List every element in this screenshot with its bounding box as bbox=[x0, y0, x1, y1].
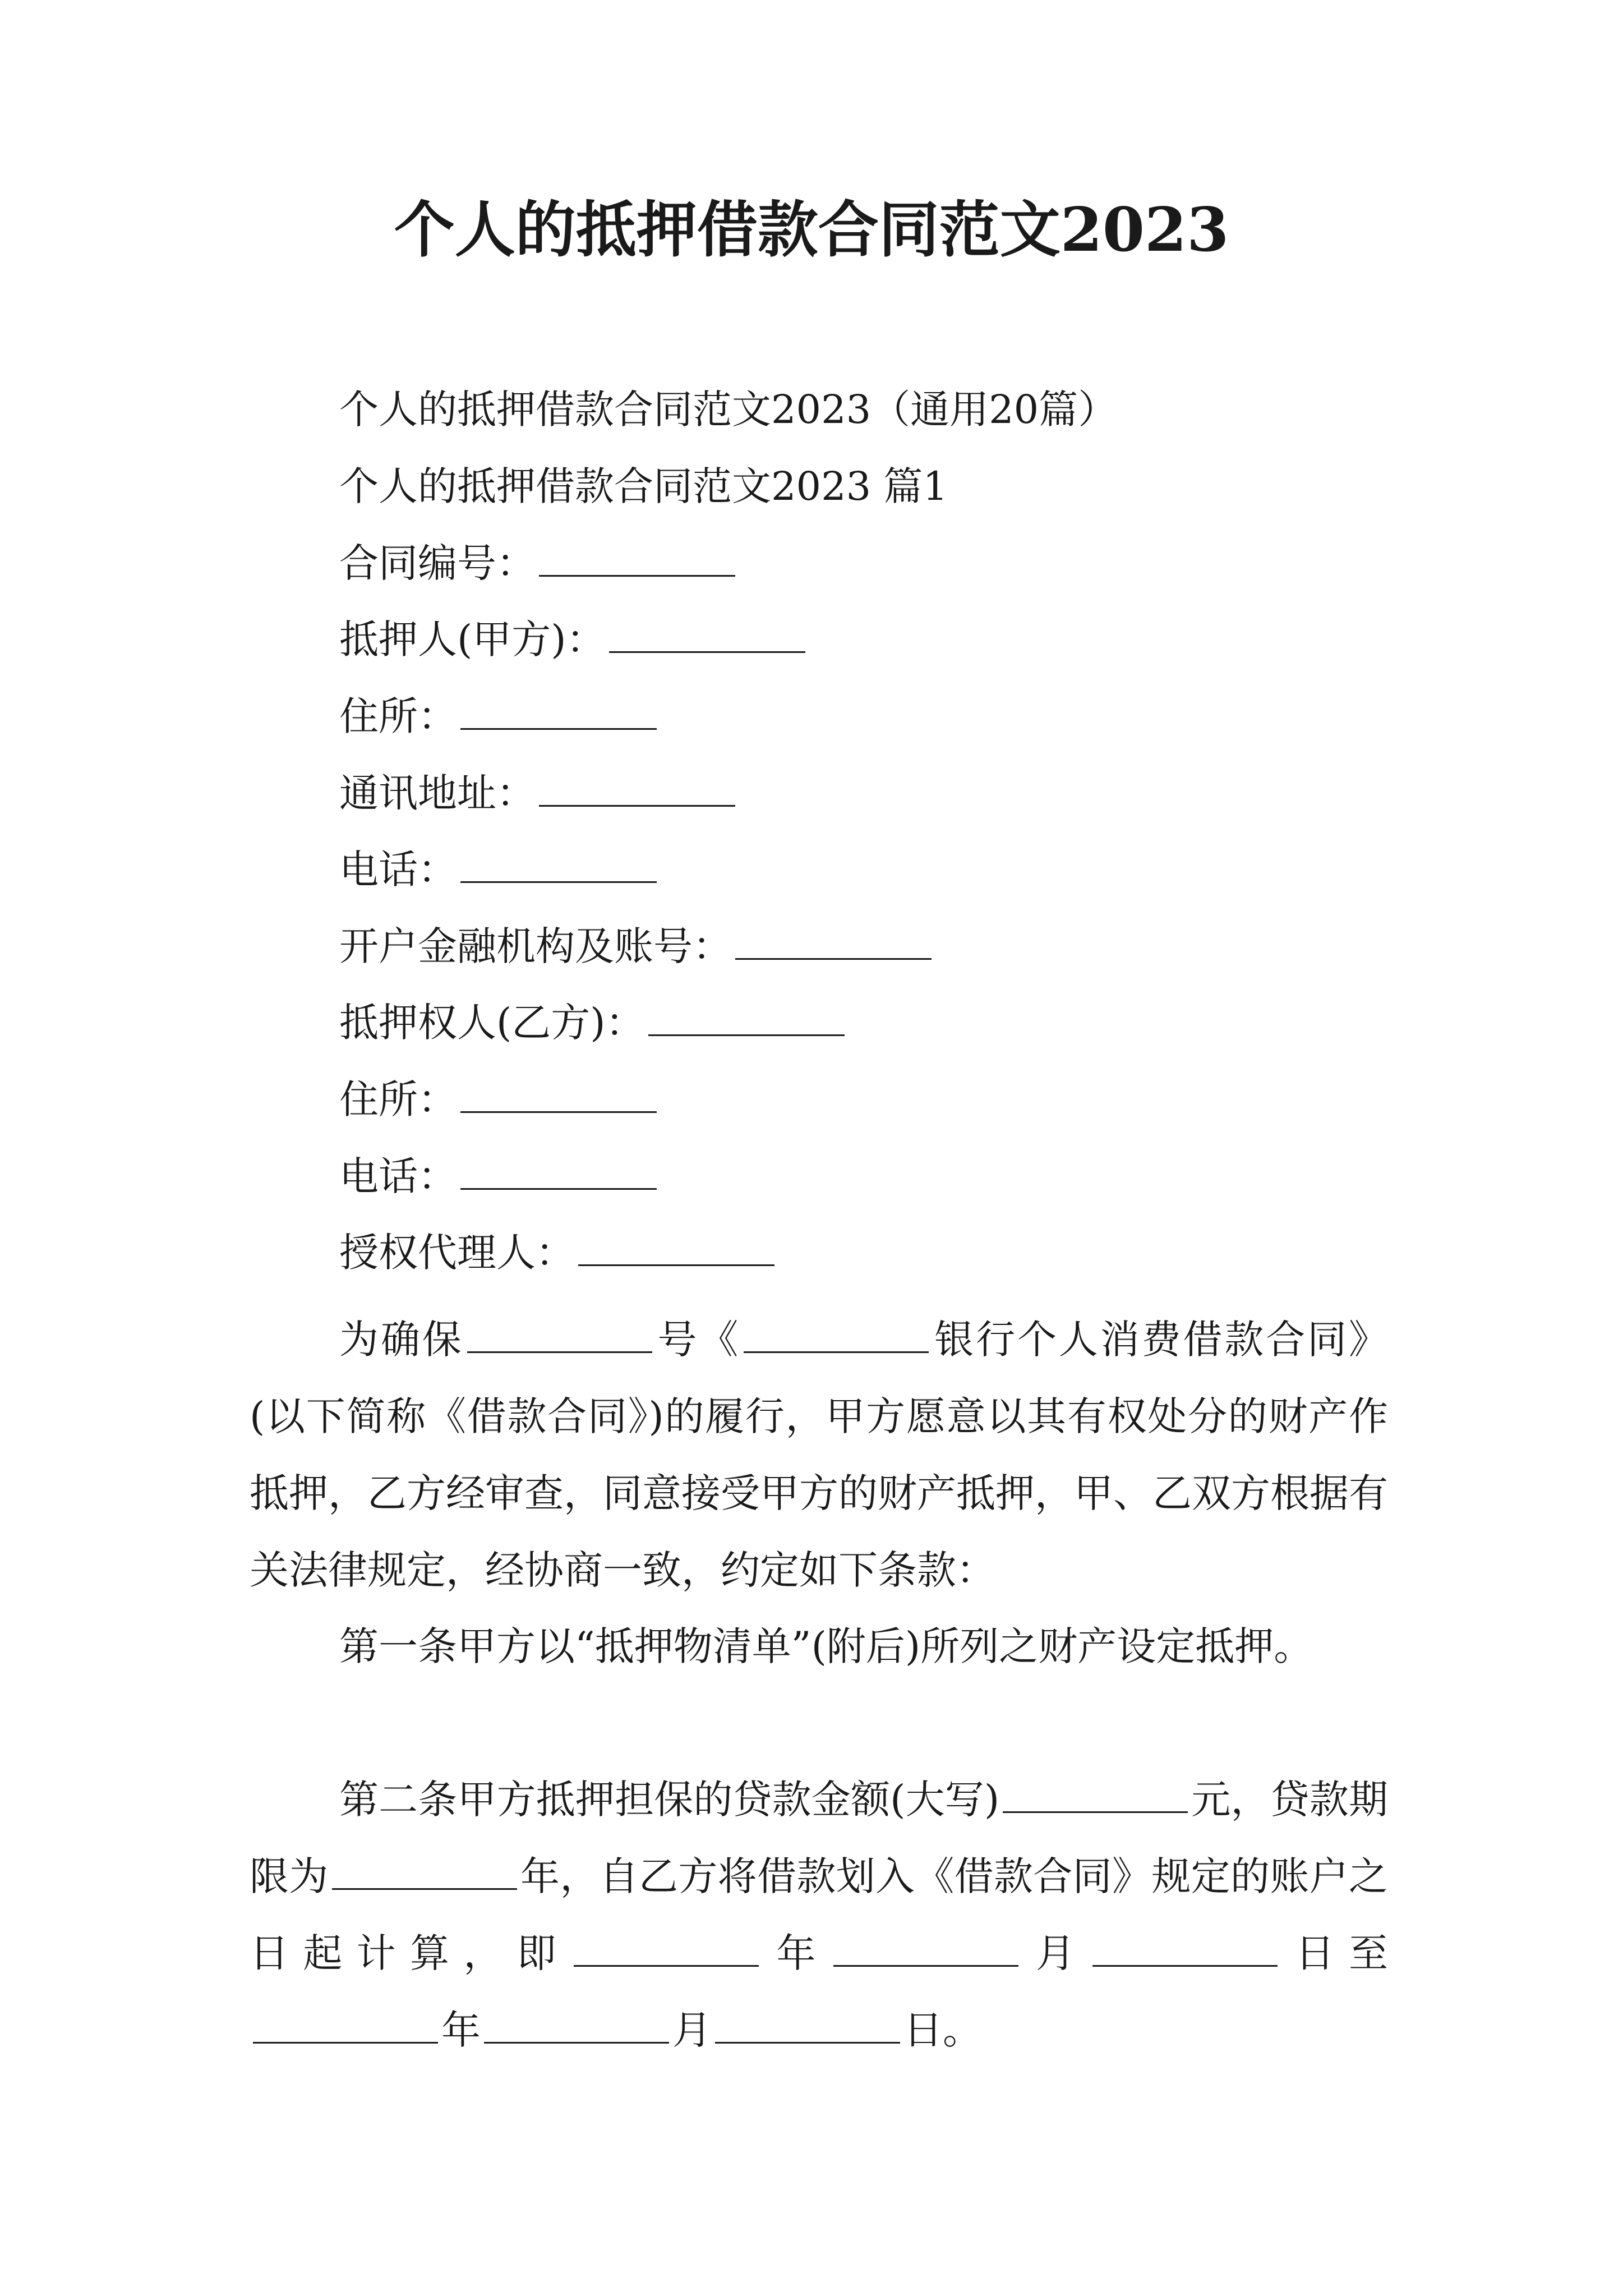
field-label: 电话： bbox=[339, 1153, 457, 1199]
field-label: 授权代理人： bbox=[339, 1230, 575, 1276]
fill-blank bbox=[574, 1931, 759, 1967]
text-segment: 银行个人消费借款合同》(以下简称《借款合同》)的履行，甲方愿意以其有权处分的财产作抵押，乙方经审查，同意接受甲方的财产抵押，甲、乙双方根据有关法律规定，经协商一致，约定如下条款： bbox=[250, 1317, 1389, 1593]
fill-blank bbox=[332, 1855, 517, 1890]
fill-blank bbox=[744, 1318, 929, 1353]
field-label: 抵押权人(乙方)： bbox=[339, 1000, 645, 1046]
fill-blank bbox=[833, 1931, 1018, 1967]
field-label: 住所： bbox=[339, 1076, 457, 1122]
fill-blank bbox=[609, 618, 805, 653]
text-segment: 日。 bbox=[903, 2007, 982, 2053]
paragraph-article-2 bbox=[250, 1761, 1388, 2069]
fill-blank bbox=[467, 1318, 652, 1353]
fill-blank bbox=[1092, 1931, 1278, 1967]
subtitle: 个人的抵押借款合同范文2023（通用20篇） bbox=[339, 386, 1118, 432]
field-label: 抵押人(甲方)： bbox=[339, 616, 606, 662]
field-mortgagor-residence bbox=[339, 688, 660, 744]
fill-blank bbox=[715, 2008, 900, 2044]
text-segment: 年 bbox=[441, 2007, 481, 2053]
fill-blank bbox=[484, 2008, 669, 2044]
section-heading: 个人的抵押借款合同范文2023 篇1 bbox=[339, 463, 948, 509]
field-mortgagee-phone bbox=[339, 1148, 660, 1204]
document-title: 个人的抵押借款合同范文2023 bbox=[394, 195, 1229, 265]
fill-blank bbox=[735, 924, 932, 960]
fill-blank bbox=[578, 1231, 774, 1266]
fill-blank bbox=[648, 1001, 845, 1036]
field-label: 电话： bbox=[339, 846, 457, 892]
field-label: 开户金融机构及账号： bbox=[339, 923, 732, 969]
field-label: 通讯地址： bbox=[339, 770, 536, 816]
field-mortgagor bbox=[339, 611, 809, 668]
text-segment: 第二条甲方抵押担保的贷款金额(大写) bbox=[339, 1777, 1000, 1823]
field-mortgagor-phone bbox=[339, 841, 660, 898]
field-mortgagee bbox=[339, 995, 848, 1051]
paragraph-purpose bbox=[250, 1301, 1388, 1609]
field-label: 合同编号： bbox=[339, 540, 536, 586]
text-segment: 年，自乙方将借款划入《借款合同》规定的账户之日起计算，即 bbox=[250, 1853, 1389, 1976]
fill-blank bbox=[460, 1154, 657, 1190]
fill-blank bbox=[460, 1078, 657, 1113]
fill-blank bbox=[539, 541, 735, 577]
field-contract-number bbox=[339, 535, 739, 591]
text-segment: 号《 bbox=[655, 1317, 741, 1363]
fill-blank bbox=[460, 848, 657, 883]
fill-blank bbox=[539, 771, 735, 807]
field-authorized-agent bbox=[339, 1225, 778, 1281]
fill-blank bbox=[460, 694, 657, 730]
text-segment: 为确保 bbox=[339, 1317, 464, 1363]
text-segment: 月 bbox=[672, 2007, 712, 2053]
paragraph-article-1: 第一条甲方以“抵押物清单”(附后)所列之财产设定抵押。 bbox=[339, 1623, 1313, 1669]
fill-blank bbox=[253, 2008, 438, 2044]
field-bank-account bbox=[339, 918, 935, 974]
fill-blank bbox=[1003, 1778, 1188, 1813]
field-mailing-address bbox=[339, 765, 739, 821]
text-segment: 日至 bbox=[1281, 1930, 1389, 1976]
text-segment: 年 bbox=[762, 1930, 830, 1976]
field-mortgagee-residence bbox=[339, 1071, 660, 1128]
text-segment: 元，贷款期限为 bbox=[250, 1777, 1389, 1899]
field-label: 住所： bbox=[339, 693, 457, 739]
text-segment: 月 bbox=[1021, 1930, 1090, 1976]
